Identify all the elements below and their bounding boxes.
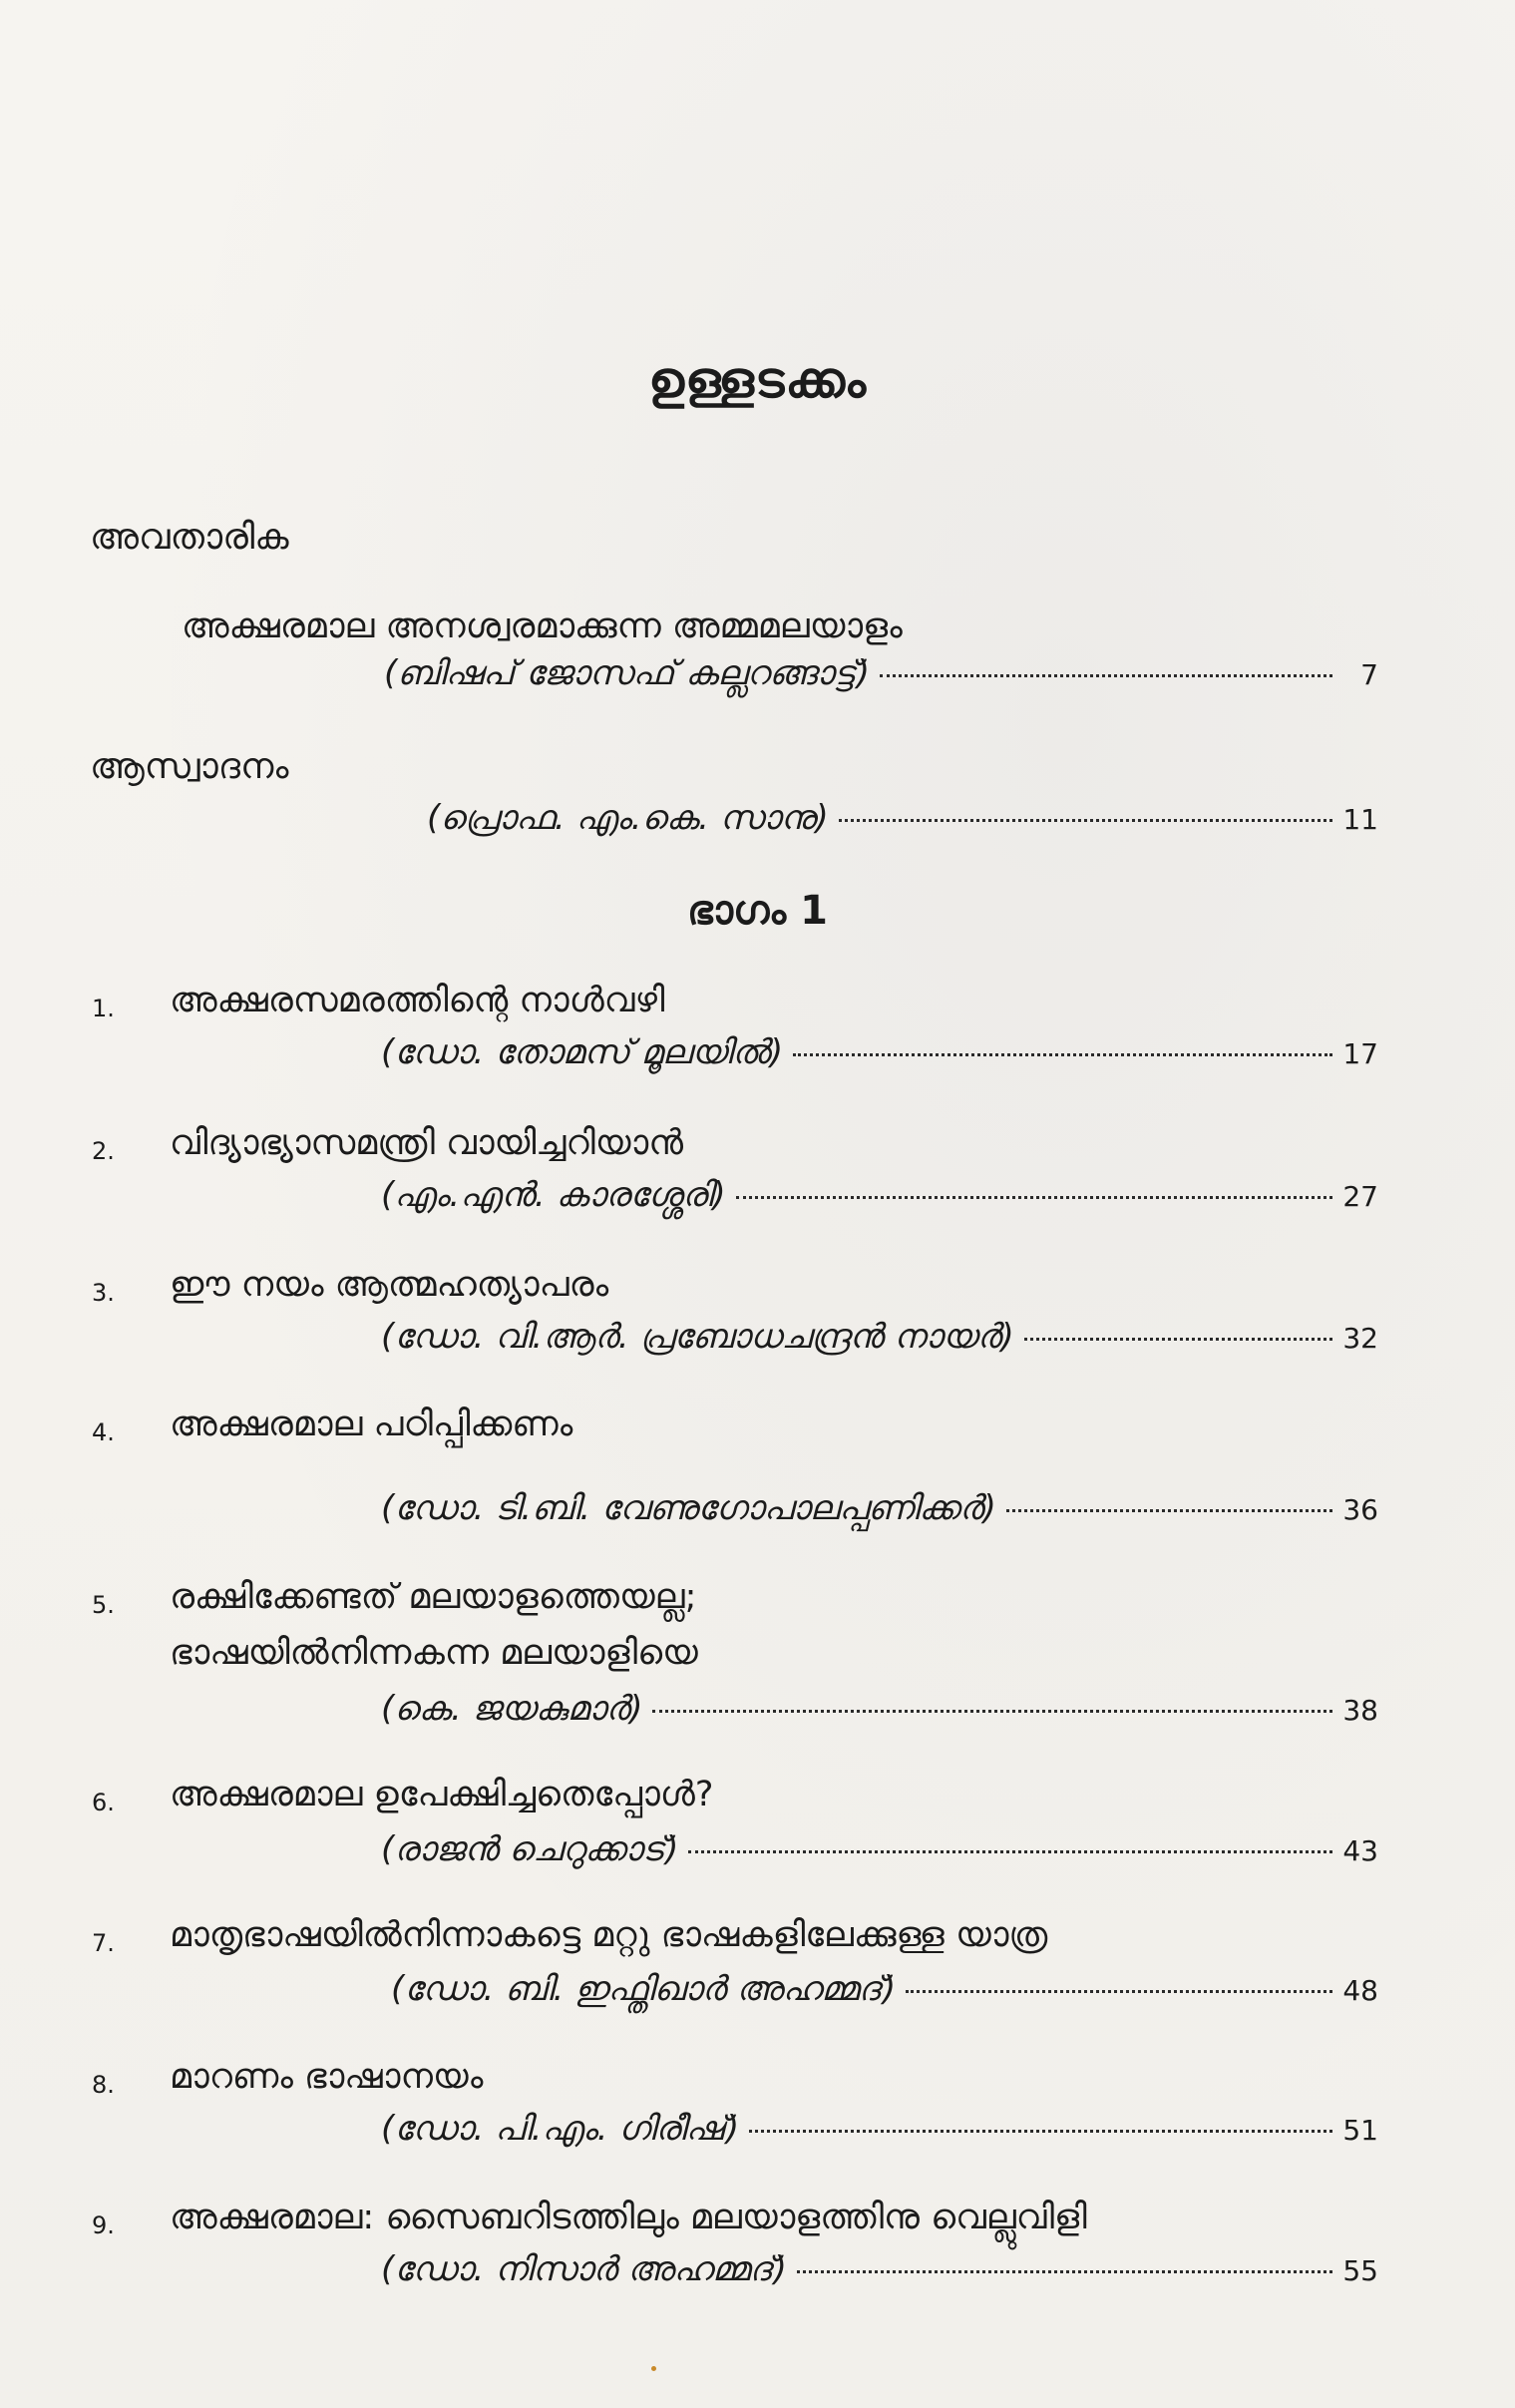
- page-title: ഉള്ളടക്കം: [647, 351, 868, 409]
- entry-number: 7.: [92, 1929, 115, 1957]
- toc-entry-7: [391, 1969, 1378, 2009]
- entry-number: 9.: [92, 2211, 115, 2239]
- part-title: ഭാഗം 1: [687, 888, 828, 934]
- entry-title: വിദ്യാഭ്യാസമന്ത്രി വായിച്ചറിയാൻ: [170, 1123, 684, 1163]
- section-heading-aswadanam: ആസ്വാദനം: [90, 746, 289, 787]
- entry-author: (ഡോ. നിസാർ അഹമ്മദ്): [381, 2249, 787, 2289]
- entry-author: (ബിഷപ് ജോസഫ് കല്ലറങ്ങാട്ട്): [384, 653, 871, 693]
- dot-leader: [1024, 1338, 1332, 1341]
- toc-entry-9: [381, 2249, 1378, 2289]
- entry-title: അക്ഷരമാല ഉപേക്ഷിച്ചതെപ്പോൾ?: [170, 1775, 714, 1814]
- page-number: 27: [1342, 1180, 1378, 1213]
- entry-number: 2.: [92, 1137, 115, 1165]
- page-number: 48: [1342, 1974, 1378, 2007]
- entry-author: (ഡോ. ബി. ഇഫ്തിഖാർ അഹമ്മദ്): [391, 1969, 897, 2009]
- entry-number: 6.: [92, 1789, 115, 1816]
- toc-entry-8: [381, 2109, 1378, 2149]
- show-through-text: [199, 479, 1346, 559]
- page-number: 43: [1342, 1834, 1378, 1867]
- ink-speck: [651, 2366, 656, 2371]
- entry-title: മാറണം ഭാഷാനയം: [170, 2057, 484, 2097]
- dot-leader: [793, 1053, 1332, 1056]
- entry-title: അക്ഷരമാല: സൈബറിടത്തിലും മലയാളത്തിനു വെല്ലുവിളി: [170, 2198, 1087, 2237]
- dot-leader: [749, 2130, 1332, 2133]
- entry-title: രക്ഷിക്കേണ്ടത് മലയാളത്തെയല്ല;: [170, 1577, 697, 1617]
- entry-number: 4.: [92, 1418, 115, 1446]
- entry-author: (പ്രൊഫ. എം.കെ. സാനു): [427, 798, 829, 838]
- entry-author: (രാജൻ ചെറുക്കാട്): [381, 1829, 679, 1869]
- page-number: 32: [1342, 1322, 1378, 1355]
- dot-leader: [652, 1710, 1332, 1713]
- dot-leader: [688, 1850, 1332, 1853]
- page-number: 51: [1342, 2114, 1378, 2147]
- toc-entry-2: [381, 1175, 1378, 1215]
- dot-leader: [1006, 1509, 1332, 1512]
- entry-author: (ഡോ. വി.ആർ. പ്രബോധചന്ദ്രൻ നായർ): [381, 1317, 1014, 1357]
- entry-number: 3.: [92, 1279, 115, 1307]
- toc-entry-3: [381, 1317, 1378, 1357]
- page-number: 7: [1360, 658, 1378, 691]
- toc-entry-aswadanam: [427, 798, 1378, 838]
- entry-number: 8.: [92, 2071, 115, 2099]
- entry-author: (ഡോ. പി.എം. ഗിരീഷ്): [381, 2109, 740, 2149]
- entry-number: 5.: [92, 1591, 115, 1619]
- section-heading-avatarika: അവതാരിക: [90, 517, 289, 558]
- page-number: 38: [1342, 1694, 1378, 1727]
- dot-leader: [906, 1990, 1332, 1993]
- entry-title: അക്ഷരസമരത്തിന്റെ നാൾവഴി: [170, 981, 665, 1020]
- toc-entry-1: [381, 1032, 1378, 1072]
- page-number: 17: [1342, 1037, 1378, 1070]
- toc-entry-5: [381, 1689, 1378, 1729]
- entry-author: (ഡോ. ടി.ബി. വേണുഗോപാലപ്പണിക്കർ): [381, 1488, 996, 1528]
- page-number: 55: [1342, 2254, 1378, 2287]
- entry-title: അക്ഷരമാല പഠിപ്പിക്കണം: [170, 1405, 573, 1444]
- toc-entry-4: [381, 1488, 1378, 1528]
- page-number: 11: [1342, 803, 1378, 836]
- avatarika-title: അക്ഷരമാല അനശ്വരമാക്കുന്ന അമ്മമലയാളം: [182, 606, 903, 646]
- show-through-text: [758, 209, 1376, 269]
- toc-entry-avatarika: [384, 653, 1378, 693]
- dot-leader: [880, 674, 1332, 677]
- entry-title-line-2: ഭാഷയിൽനിന്നകന്ന മലയാളിയെ: [170, 1633, 698, 1673]
- dot-leader: [736, 1196, 1332, 1199]
- entry-author: (കെ. ജയകുമാർ): [381, 1689, 643, 1729]
- entry-title: മാതൃഭാഷയിൽനിന്നാകട്ടെ മറ്റു ഭാഷകളിലേക്കുള്ള യാത്ര: [170, 1915, 1048, 1955]
- entry-title: ഈ നയം ആത്മഹത്യാപരം: [170, 1265, 609, 1305]
- dot-leader: [797, 2270, 1332, 2273]
- dot-leader: [839, 819, 1332, 822]
- entry-author: (എം.എൻ. കാരശ്ശേരി): [381, 1175, 726, 1215]
- entry-author: (ഡോ. തോമസ് മൂലയിൽ): [381, 1032, 784, 1072]
- entry-number: 1.: [92, 995, 115, 1022]
- toc-entry-6: [381, 1829, 1378, 1869]
- page-number: 36: [1342, 1493, 1378, 1526]
